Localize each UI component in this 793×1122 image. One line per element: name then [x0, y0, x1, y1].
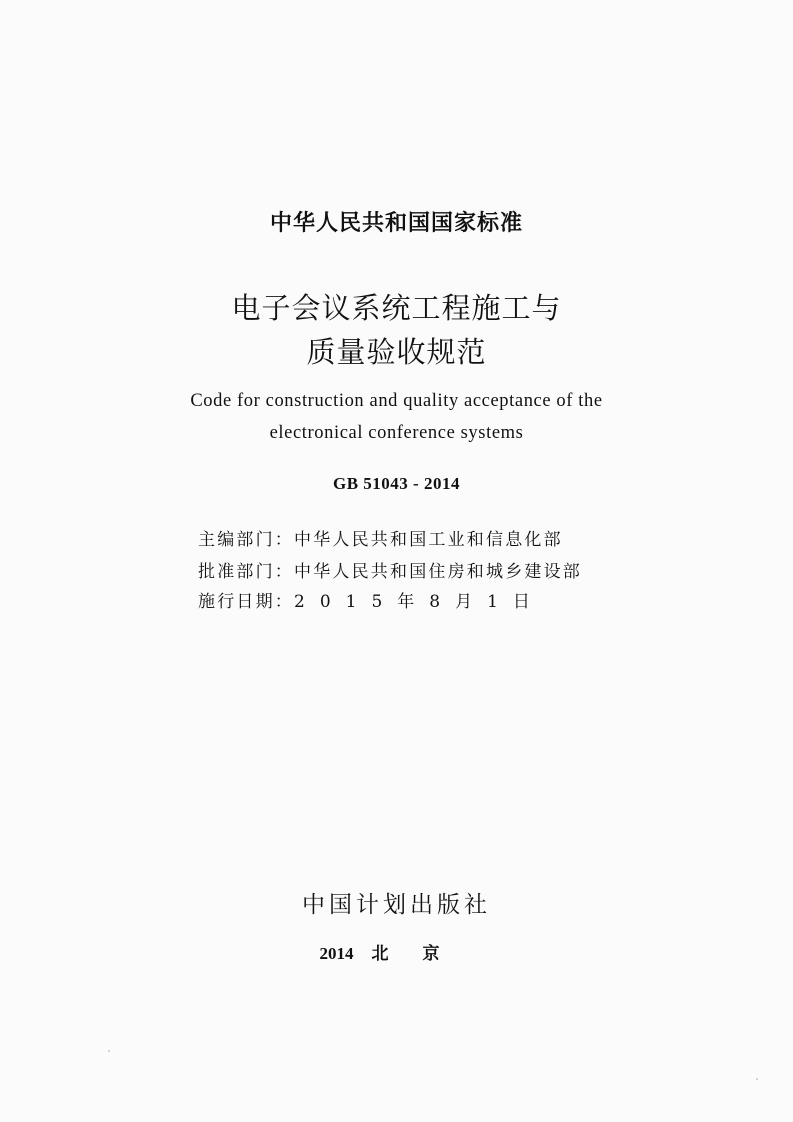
- chinese-title-line-1: 电子会议系统工程施工与: [231, 291, 562, 325]
- english-title-line-2: electronical conference systems: [269, 423, 524, 443]
- compiler-value: 中华人民共和国工业和信息化部: [294, 530, 563, 550]
- publication-place: [0, 939, 793, 964]
- approver-label: 批准部门：: [198, 562, 294, 582]
- scan-speck: [108, 1050, 110, 1052]
- effective-date-label: 施行日期：: [198, 592, 294, 612]
- effective-date-value: 2015年8月1日: [294, 592, 545, 612]
- english-title-line-1: Code for construction and quality acceptance of the: [190, 391, 603, 411]
- scan-speck: [756, 1078, 758, 1080]
- publication-city: 北京: [371, 944, 474, 963]
- approver-row: [198, 557, 618, 582]
- effective-date-row: [198, 587, 618, 612]
- approver-value: 中华人民共和国住房和城乡建设部: [294, 562, 582, 582]
- standard-code: GB 51043 - 2014: [333, 474, 460, 493]
- publication-year: 2014: [319, 944, 354, 963]
- publisher-name: 中国计划出版社: [302, 892, 491, 918]
- compiler-label: 主编部门：: [198, 530, 294, 550]
- chinese-title-line-2: 质量验收规范: [306, 335, 487, 369]
- standard-series-title: 中华人民共和国国家标准: [269, 211, 523, 236]
- compiler-row: [198, 525, 618, 550]
